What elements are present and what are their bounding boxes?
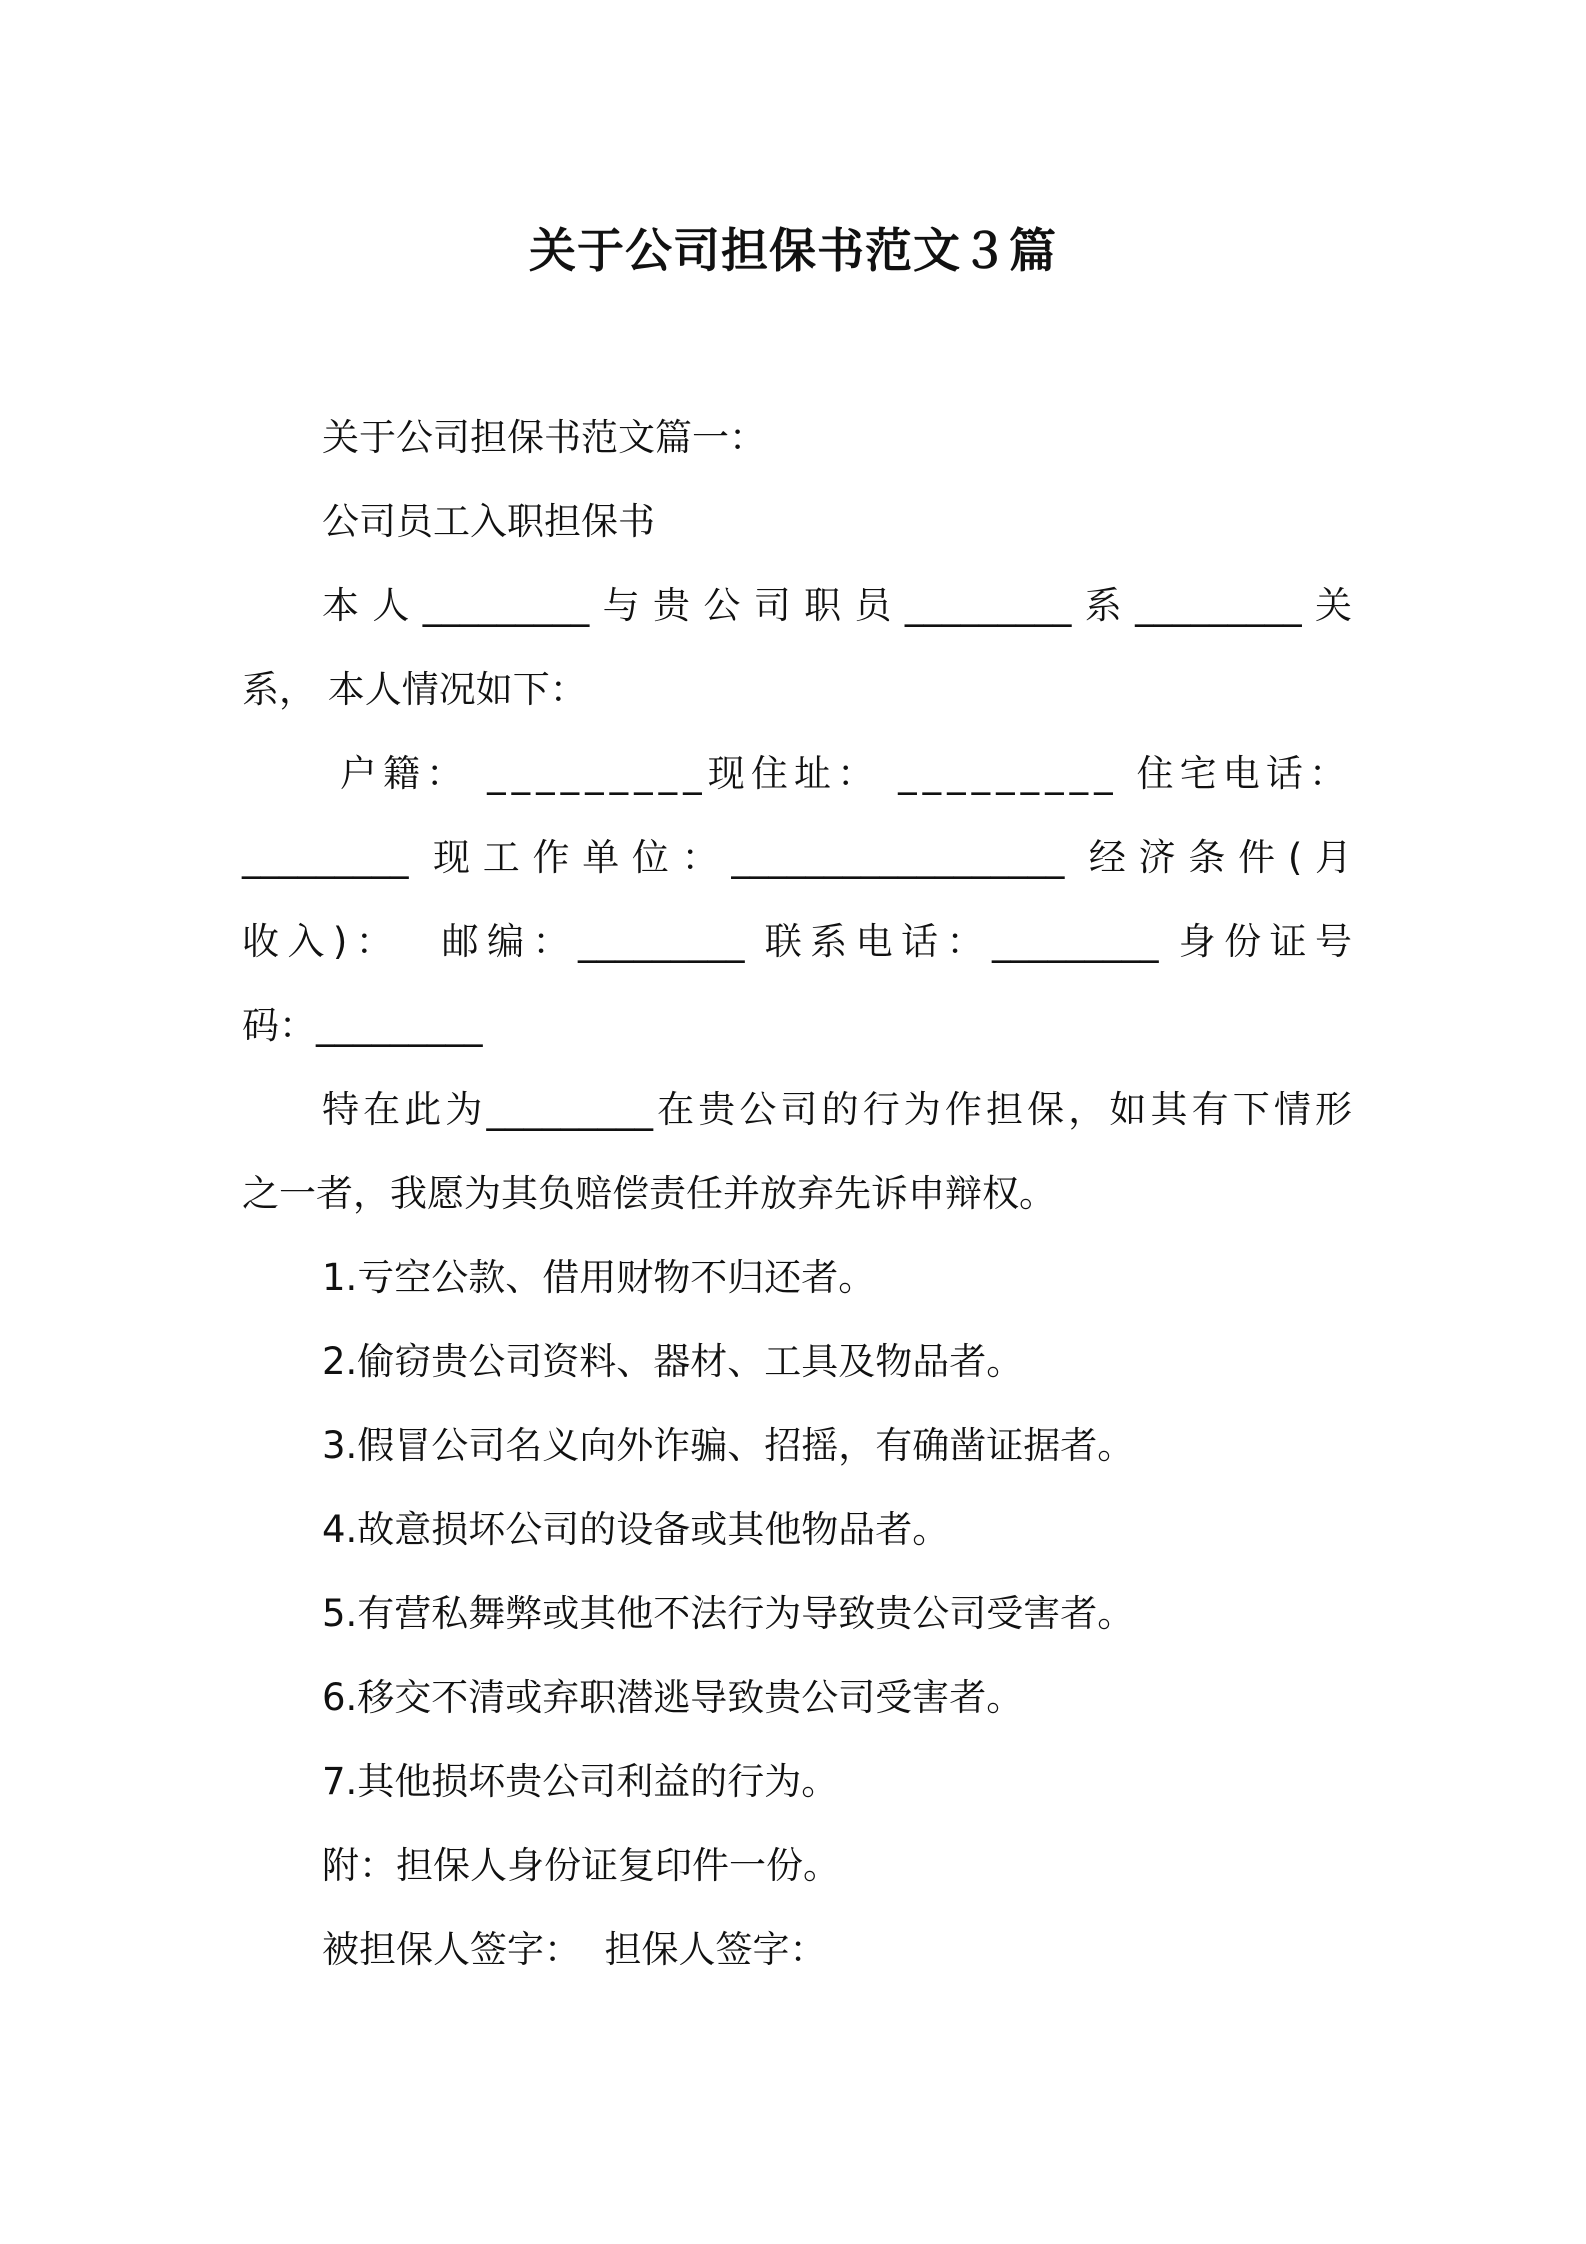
clause-item: 5.有营私舞弊或其他不法行为导致贵公司受害者。 — [322, 1592, 1135, 1635]
info-line-2: _________ 现工作单位：__________________ 经济条件(月 — [242, 836, 1352, 879]
document-subtitle: 公司员工入职担保书 — [322, 500, 655, 543]
signature-line: 被担保人签字： 担保人签字： — [322, 1928, 827, 1971]
guarantee-line-1: 特在此为_________在贵公司的行为作担保，如其有下情形 — [322, 1088, 1352, 1131]
info-line-3: 收入)： 邮编：_________ 联系电话：_________ 身份证号 — [242, 920, 1352, 963]
clause-item: 7.其他损坏贵公司利益的行为。 — [322, 1760, 839, 1803]
clause-item: 6.移交不清或弃职潜逃导致贵公司受害者。 — [322, 1676, 1024, 1719]
section-heading: 关于公司担保书范文篇一： — [322, 416, 766, 459]
intro-line-1: 本人_________与贵公司职员_________系_________关 — [322, 584, 1352, 627]
info-line-4: 码：_________ — [242, 1004, 483, 1047]
info-line-1: 户籍： _________现住址： _________ 住宅电话： — [322, 752, 1352, 795]
guarantee-line-2: 之一者，我愿为其负赔偿责任并放弃先诉申辩权。 — [242, 1172, 1056, 1215]
clause-item: 2.偷窃贵公司资料、器材、工具及物品者。 — [322, 1340, 1024, 1383]
clause-item: 1.亏空公款、借用财物不归还者。 — [322, 1256, 876, 1299]
clause-item: 3.假冒公司名义向外诈骗、招摇，有确凿证据者。 — [322, 1424, 1135, 1467]
clause-item: 4.故意损坏公司的设备或其他物品者。 — [322, 1508, 950, 1551]
intro-line-2: 系， 本人情况如下： — [242, 668, 587, 711]
document-title: 关于公司担保书范文３篇 — [529, 224, 1057, 279]
attachment-note: 附：担保人身份证复印件一份。 — [322, 1844, 840, 1887]
